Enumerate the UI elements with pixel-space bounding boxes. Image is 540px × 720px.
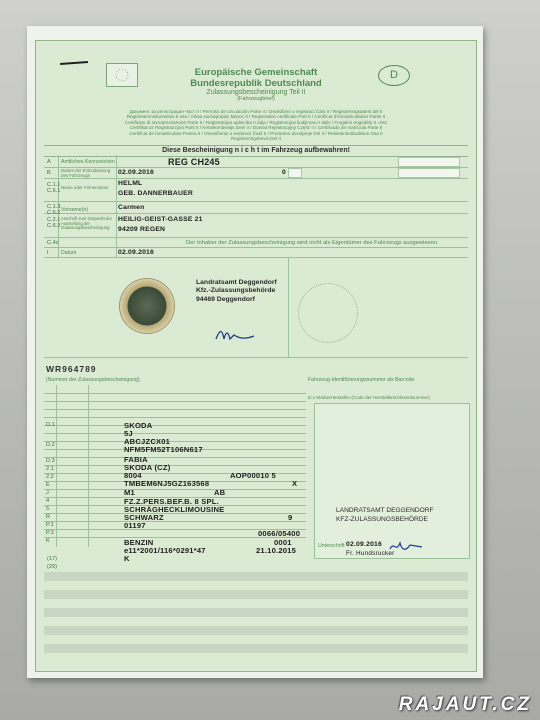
holder-birth-name: GEB. DANNERBAUER (118, 190, 193, 197)
vehicle-version: NFM5FM52T106N617 (124, 445, 203, 454)
code-4: 4 (46, 498, 50, 504)
holder-city: 94209 REGEN (118, 226, 166, 233)
right-signature-icon (388, 539, 424, 560)
vehicle-variant: ABCJZCX01 (124, 437, 171, 446)
holder-street: HEILIG-GEIST-GASSE 21 (118, 216, 203, 223)
document-paper (27, 26, 483, 678)
multilang-line: Certificat de înmatriculare Partea II / Osvedčenie o evidencii Časť II / Prometno dovoljenje Del II / Rekisteröintitodistus Osa II (129, 130, 383, 136)
code-21: 2.1 (46, 466, 54, 472)
vehicle-power: 0066/05400 (258, 529, 301, 538)
vehicle-body-type: SCHRÄGHECKLIMOUSINE (124, 505, 225, 514)
vehicle-fuel-code: 0001 (274, 538, 292, 547)
code-17: (17) (47, 556, 57, 562)
first-reg-value: 02.09.2016 (118, 169, 155, 176)
right-stamp-date: 02.09.2016 (346, 541, 383, 548)
code-k: K (46, 538, 50, 544)
vehicle-check-digit: X (292, 479, 298, 488)
doc-number: WR964789 (46, 364, 97, 374)
vehicle-color-code: 9 (288, 513, 293, 522)
official-seal-icon (120, 279, 174, 333)
vehicle-table (44, 385, 306, 547)
signature-icon (214, 327, 256, 348)
code-29: (29) (47, 564, 57, 570)
authority-line2: Kfz.-Zulassungsbehörde (196, 287, 276, 295)
registration-form (35, 40, 477, 672)
vehicle-body: AB (214, 488, 226, 497)
notice-bar (44, 145, 468, 157)
code-i: I (47, 250, 49, 256)
code-c13: C.1.3 C.6.2 (47, 204, 61, 216)
holders-count: 0 (282, 169, 286, 176)
label-date: Datum (61, 250, 77, 256)
label-address: Anschrift zum Zeitpunkt der Ausstellung der Zulassungsbescheinigung (61, 216, 112, 231)
code-d1: D.1 (46, 422, 55, 428)
label-plate: Amtliches Kennzeichen (61, 159, 115, 165)
vehicle-approval: e11*2001/116*0291*47 (124, 546, 206, 555)
vehicle-class: M1 (124, 488, 135, 497)
vehicle-fuel: BENZIN (124, 538, 154, 547)
vehicle-code-21: 8004 (124, 471, 142, 480)
label-first-reg: Datum der Erstzulassung des Fahrzeugs (61, 168, 111, 178)
remarks-row (44, 572, 468, 581)
vehicle-vin: TMBEM6NJ5GZ163568 (124, 479, 210, 488)
code-5: 5 (46, 506, 50, 512)
code-d3: D.3 (46, 458, 55, 464)
vehicle-code-22: AOP00010 5 (230, 471, 276, 480)
vehicle-displacement: 01197 (124, 521, 146, 530)
code-22: 2.2 (46, 474, 54, 480)
vehicle-misc: K (124, 554, 130, 563)
remarks-row (44, 644, 468, 653)
manufacturer-note: D.1 Marke/Hersteller (Code der Herstellerschlüsselnummer) (308, 395, 431, 400)
remarks-row (44, 626, 468, 635)
authority-line3: 94469 Deggendorf (196, 295, 255, 303)
pen-mark (60, 61, 88, 65)
watermark: RAJAUT.CZ (398, 694, 532, 715)
eu-flag-icon (106, 63, 138, 87)
code-p3: P.3 (46, 530, 54, 536)
holder-firstname: Carmen (118, 204, 145, 211)
plate-value: REG CH245 (168, 157, 220, 167)
empty-box (398, 157, 460, 167)
right-stamp-date-label: Unterschrift (318, 543, 345, 549)
label-firstname: Vorname(n) (61, 207, 89, 213)
multilang-line: Certificato di immatricolazione Parte II / Reģistrācijas apliecība II daļa / Registracijos liudijimas II dalis / Forgalmi engedély II. rész (124, 119, 388, 125)
vin-barcode-label: Fahrzeug-Identifizierungsnummer als Barcode (308, 377, 415, 383)
code-p1: P.1 (46, 522, 54, 528)
doc-number-label: (Nummer der Zulassungsbescheinigung) (46, 377, 140, 383)
vehicle-make: SKODA (124, 421, 153, 430)
code-b: B (47, 170, 51, 176)
country-code: D (390, 69, 398, 81)
multilang-line: Registreerimistunnistus II osa / Άδεια κυκλοφορίας Μέρος II / Registration certificate Part II / Certificat d'immatriculation Partie II (126, 114, 386, 120)
empty-box (398, 168, 460, 178)
authority-line1: Landratsamt Deggendorf (196, 279, 277, 286)
empty-box (288, 168, 302, 178)
header-line2: Bundesrepublik Deutschland (190, 78, 322, 89)
multilang-block (54, 109, 458, 141)
country-oval (378, 65, 410, 86)
vehicle-approval-date: 21.10.2015 (256, 546, 297, 555)
code-j: J (46, 490, 49, 496)
code-e: E (46, 482, 50, 488)
code-d2: D.2 (46, 442, 55, 448)
issue-date: 02.09.2016 (118, 249, 155, 256)
multilang-line: Certifikat ta' Registrazzjoni Parti II / Kentekenbewijs Deel II / Dowód Rejestracyjny Część II / Certificado de matrícula Parte II (129, 125, 383, 131)
multilang-line: Документ за регистрация Част II / Permiso de circulación Parte II / Osvědčení o registraci Část II / Registreringsattest del II (129, 109, 383, 114)
holder-name: HELML (118, 180, 143, 187)
code-a: A (47, 159, 51, 165)
code-c4: C.4c (47, 240, 59, 246)
vehicle-type: 5J (124, 429, 133, 438)
multilang-line: Registreringsbevis Del II (231, 136, 281, 142)
right-stamp-line2: KFZ-ZULASSUNGSBEHÖRDE (336, 515, 428, 523)
owner-note: Der Inhaber der Zulassungsbescheinigung wird nicht als Eigentümer des Fahrzeugs ausgewiesen. (186, 240, 439, 246)
code-c11: C.1.1 C.6.1 (47, 182, 61, 194)
header-line1: Europäische Gemeinschaft (194, 67, 318, 78)
remarks-row (44, 608, 468, 617)
vehicle-color: SCHWARZ (124, 513, 164, 522)
vehicle-model: FABIA (124, 455, 148, 464)
vehicle-use: FZ.Z.PERS.BEF.B. 8 SPL. (124, 497, 219, 506)
right-stamp-signer: Fr. Hundsrucker (346, 550, 395, 557)
vehicle-manufacturer: SKODA (CZ) (124, 463, 171, 472)
header-line3: Zulassungsbescheinigung Teil II (206, 89, 306, 96)
header-line4: (Fahrzeugbrief) (237, 96, 275, 102)
label-name: Name oder Firmenname (61, 185, 109, 190)
right-stamp-line1: LANDRATSAMT DEGGENDORF (336, 507, 434, 514)
code-c21: C.2.1 C.6.3 (47, 217, 61, 229)
code-r: R (46, 514, 51, 520)
notice-text: Diese Bescheinigung n i c h t im Fahrzeug aufbewahren! (162, 147, 350, 154)
right-stamp-area (314, 403, 470, 559)
remarks-row (44, 590, 468, 599)
stamp-circle (298, 283, 358, 343)
